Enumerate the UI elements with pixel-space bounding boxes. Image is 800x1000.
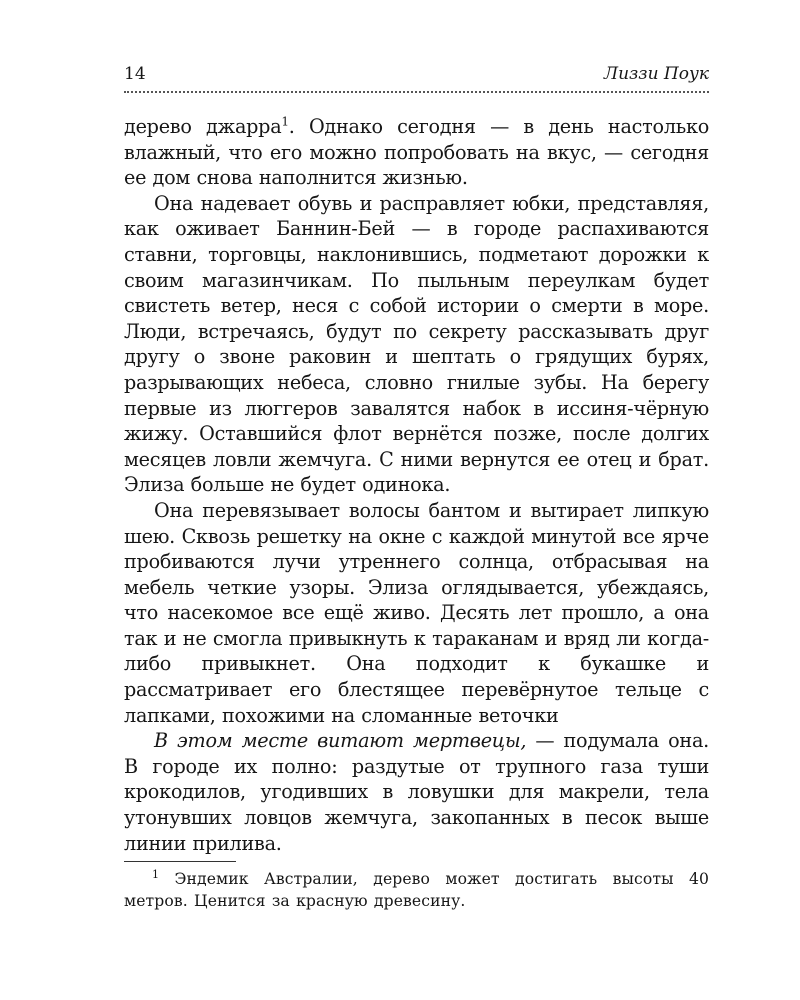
paragraph-1 <box>124 114 709 191</box>
page-header <box>124 62 709 92</box>
paragraph-4-rest: — подумала она. В городе их полно: раздутые от трупного газа туши крокодилов, угодивших в ловушки для макрели, тела утонувших ловцов жемчуга, закопанных в песок выше линии прилива. <box>124 729 709 855</box>
italic-phrase: В этом месте витают мертвецы, <box>154 729 527 753</box>
body-text <box>124 114 709 856</box>
footnote <box>124 868 709 912</box>
footnote-marker: 1 <box>152 867 160 881</box>
header-dotted-rule <box>124 91 709 93</box>
page-number: 14 <box>124 64 146 84</box>
running-title: Лиззи Поук <box>603 64 709 84</box>
paragraph-1-rest: . Однако сегодня — в день настолько влажный, что его можно попробовать на вкус, — сегодня ее дом снова наполнится жизнью. <box>124 115 709 190</box>
paragraph-3: Она перевязывает волосы бантом и вытирает липкую шею. Сквозь решетку на окне с каждой минутой все ярче пробиваются лучи утреннего солнца, отбрасывая на мебель четкие узоры. Элиза оглядывается, убеждаясь, что насекомое все ещё живо. Десять лет прошло, а она так и не смогла привыкнуть к тараканам и вряд ли когда-либо привыкнет. Она подходит к букашке и рассматривает его блестящее перевёрнутое тельце с лапками, похожими на сломанные веточки <box>124 498 709 727</box>
footnote-reference[interactable]: 1 <box>281 114 289 129</box>
paragraph-4 <box>124 728 709 856</box>
paragraph-2: Она надевает обувь и расправляет юбки, представляя, как оживает Баннин-Бей — в городе распахиваются ставни, торговцы, наклонившись, подметают дорожки к своим магазинчикам. По пыльным переулкам будет свистеть ветер, неся с собой истории о смерти в море. Люди, встречаясь, будут по секрету рассказывать друг другу о звоне раковин и шептать о грядущих бурях, разрывающих небеса, словно гнилые зубы. На берегу первые из люггеров завалятся набок в иссиня-чёрную жижу. Оставшийся флот вернётся позже, после долгих месяцев ловли жемчуга. С ними вернутся ее отец и брат. Элиза больше не будет одинока. <box>124 191 709 497</box>
footnote-text: Эндемик Австралии, дерево может достигать высоты 40 метров. Ценится за красную древесину. <box>124 870 709 910</box>
paragraph-1-start: дерево джарра <box>124 115 282 138</box>
footnote-rule <box>124 861 236 862</box>
